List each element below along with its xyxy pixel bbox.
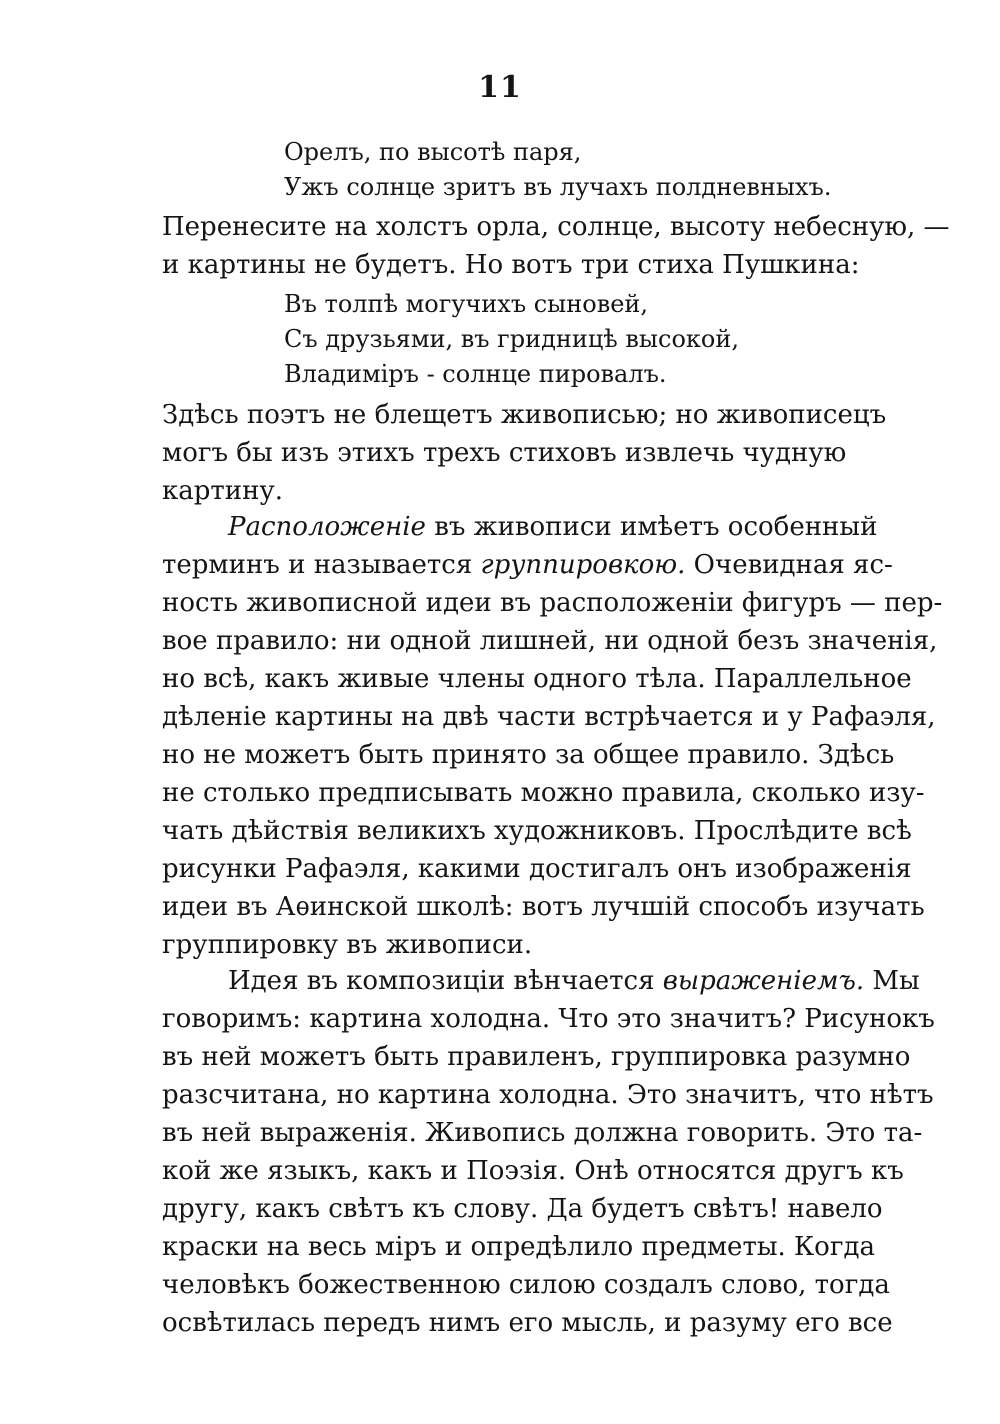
text-line: но не можетъ быть принято за общее правило. Здѣсь bbox=[162, 740, 895, 770]
italic-term: выраженіемъ. bbox=[662, 966, 865, 996]
verse-line: Въ толпѣ могучихъ сыновей, bbox=[284, 290, 649, 318]
text-line: дѣленіе картины на двѣ части встрѣчается и у Рафаэля, bbox=[162, 702, 936, 732]
text-line: Перенесите на холстъ орла, солнце, высоту небесную, — bbox=[162, 212, 950, 242]
text-line: въ ней выраженія. Живопись должна говорить. Это та- bbox=[162, 1118, 923, 1148]
verse-pushkin bbox=[284, 287, 739, 392]
text-line: идеи въ Аѳинской школѣ: вотъ лучшій способъ изучать bbox=[162, 892, 925, 922]
paragraph-expression bbox=[162, 962, 935, 1342]
verse-line: Съ друзьями, въ гридницѣ высокой, bbox=[284, 325, 739, 353]
italic-term: группировкою. bbox=[480, 550, 686, 580]
text-line: группировку въ живописи. bbox=[162, 930, 533, 960]
text-line: краски на весь міръ и опредѣлило предметы. Когда bbox=[162, 1232, 875, 1262]
text-line: но всѣ, какъ живые члены одного тѣла. Параллельное bbox=[162, 664, 912, 694]
text-line: и картины не будетъ. Но вотъ три стиха Пушкина: bbox=[162, 250, 860, 280]
text-line: освѣтилась передъ нимъ его мысль, и разуму его все bbox=[162, 1308, 893, 1338]
text-line: Здѣсь поэтъ не блещетъ живописью; но живописецъ bbox=[162, 400, 887, 430]
verse-line: Ужъ солнце зритъ въ лучахъ полдневныхъ. bbox=[284, 173, 832, 201]
text-line: разсчитана, но картина холодна. Это значитъ, что нѣтъ bbox=[162, 1080, 934, 1110]
verse-line: Орелъ, по высотѣ паря, bbox=[284, 138, 582, 166]
text-line: человѣкъ божественною силою создалъ слово, тогда bbox=[162, 1270, 890, 1300]
verse-eagle bbox=[284, 135, 831, 205]
text-line: картину. bbox=[162, 476, 283, 506]
verse-line: Владиміръ - солнце пировалъ. bbox=[284, 360, 667, 388]
text-line: не столько предписывать можно правила, сколько изу- bbox=[162, 778, 925, 808]
text-line: Расположеніе въ живописи имѣетъ особенный bbox=[228, 512, 878, 542]
paragraph-canvas bbox=[162, 208, 950, 284]
text-line: чать дѣйствія великихъ художниковъ. Прослѣдите всѣ bbox=[162, 816, 912, 846]
text-line: рисунки Рафаэля, какими достигалъ онъ изображенія bbox=[162, 854, 912, 884]
page-number: 11 bbox=[478, 70, 522, 105]
text-line: другу, какъ свѣтъ къ слову. Да будетъ свѣтъ! навело bbox=[162, 1194, 883, 1224]
text-line: могъ бы изъ этихъ трехъ стиховъ извлечь чудную bbox=[162, 438, 847, 468]
text-line: терминъ и называется группировкою. Очевидная яс- bbox=[162, 550, 893, 580]
text-line: въ ней можетъ быть правиленъ, группировка разумно bbox=[162, 1042, 911, 1072]
text-line: ность живописной идеи въ расположеніи фигуръ — пер- bbox=[162, 588, 943, 618]
text-line: Идея въ композиціи вѣнчается выраженіемъ. Мы bbox=[228, 966, 920, 996]
text-line: говоримъ: картина холодна. Что это значитъ? Рисунокъ bbox=[162, 1004, 935, 1034]
text-line: вое правило: ни одной лишней, ни одной безъ значенія, bbox=[162, 626, 938, 656]
paragraph-grouping bbox=[162, 508, 943, 964]
italic-term: Расположеніе bbox=[228, 512, 426, 542]
paragraph-poet bbox=[162, 396, 887, 510]
text-line: кой же языкъ, какъ и Поэзія. Онѣ относятся другъ къ bbox=[162, 1156, 904, 1186]
